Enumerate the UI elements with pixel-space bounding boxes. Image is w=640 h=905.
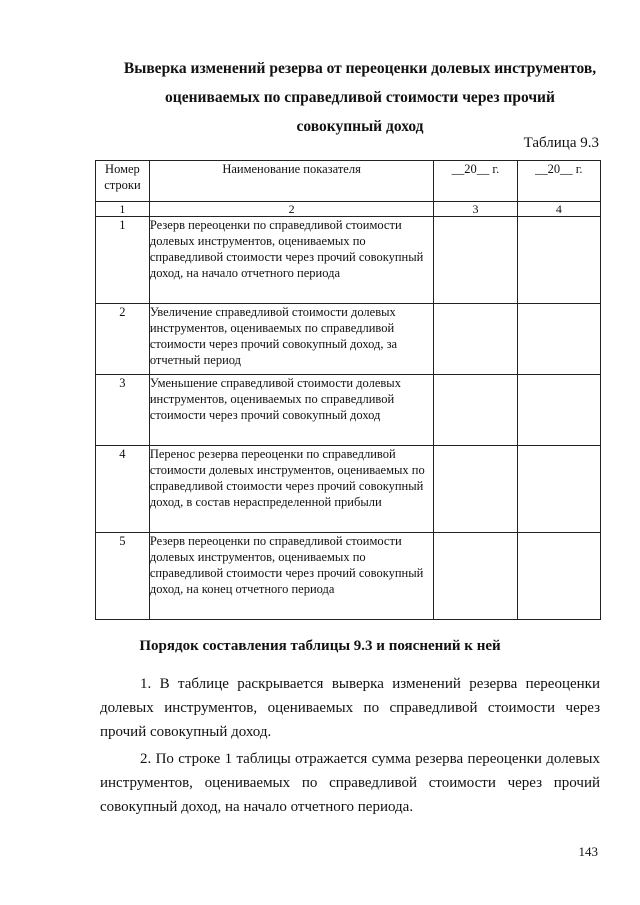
row-number: 2 xyxy=(96,304,150,375)
row-indicator-name: Увеличение справедливой стоимости долевых инструментов, оцениваемых по справедливой стоимости через прочий совокупный доход, за отчетный период xyxy=(149,304,434,375)
column-number: 1 xyxy=(96,202,150,217)
column-number: 4 xyxy=(517,202,600,217)
row-indicator-name: Уменьшение справедливой стоимости долевых инструментов, оцениваемых по справедливой стоимости через прочий совокупный доход xyxy=(149,375,434,446)
table-row xyxy=(96,217,601,304)
table-row xyxy=(96,304,601,375)
row-value-period-1 xyxy=(434,533,517,620)
row-value-period-2 xyxy=(517,375,600,446)
row-number: 5 xyxy=(96,533,150,620)
row-value-period-1 xyxy=(434,217,517,304)
table-header-row xyxy=(96,161,601,202)
paragraph-2: 2. По строке 1 таблицы отражается сумма резерва переоценки долевых инструментов, оцениваемых по справедливой стоимости через прочий совокупный доход, на начало отчетного периода. xyxy=(100,751,600,815)
paragraph-1: 1. В таблице раскрывается выверка изменений резерва переоценки долевых инструментов, оцениваемых по справедливой стоимости через прочий совокупный доход. xyxy=(100,676,600,740)
row-number: 1 xyxy=(96,217,150,304)
header-indicator-name: Наименование показателя xyxy=(149,161,434,202)
row-value-period-2 xyxy=(517,446,600,533)
row-value-period-2 xyxy=(517,304,600,375)
document-title-line-2: оцениваемых по справедливой стоимости через прочий xyxy=(165,89,555,106)
document-title-line-1: Выверка изменений резерва от переоценки долевых инструментов, xyxy=(123,60,597,77)
page-number: 143 xyxy=(578,844,598,859)
column-number: 2 xyxy=(149,202,434,217)
table-row xyxy=(96,375,601,446)
header-period-2: __20__ г. xyxy=(517,161,600,202)
row-value-period-1 xyxy=(434,375,517,446)
section-heading: Порядок составления таблицы 9.3 и пояснений к ней xyxy=(139,638,501,654)
row-value-period-2 xyxy=(517,533,600,620)
table-row xyxy=(96,533,601,620)
row-indicator-name: Резерв переоценки по справедливой стоимости долевых инструментов, оцениваемых по справедливой стоимости через прочий совокупный доход, на начало отчетного периода xyxy=(149,217,434,304)
row-value-period-2 xyxy=(517,217,600,304)
table-label: Таблица 9.3 xyxy=(523,135,599,151)
row-number: 3 xyxy=(96,375,150,446)
row-indicator-name: Перенос резерва переоценки по справедливой стоимости долевых инструментов, оцениваемых по справедливой стоимости через прочий совокупный доход, в состав нераспределенной прибыли xyxy=(149,446,434,533)
header-row-number: Номер строки xyxy=(96,161,150,202)
document-title-line-3: совокупный доход xyxy=(296,118,424,135)
header-period-1: __20__ г. xyxy=(434,161,517,202)
row-number: 4 xyxy=(96,446,150,533)
table-row xyxy=(96,446,601,533)
column-number: 3 xyxy=(434,202,517,217)
column-numbers-row xyxy=(96,202,601,217)
reconciliation-table xyxy=(95,160,601,620)
row-value-period-1 xyxy=(434,304,517,375)
row-value-period-1 xyxy=(434,446,517,533)
row-indicator-name: Резерв переоценки по справедливой стоимости долевых инструментов, оцениваемых по справедливой стоимости через прочий совокупный доход, на конец отчетного периода xyxy=(149,533,434,620)
